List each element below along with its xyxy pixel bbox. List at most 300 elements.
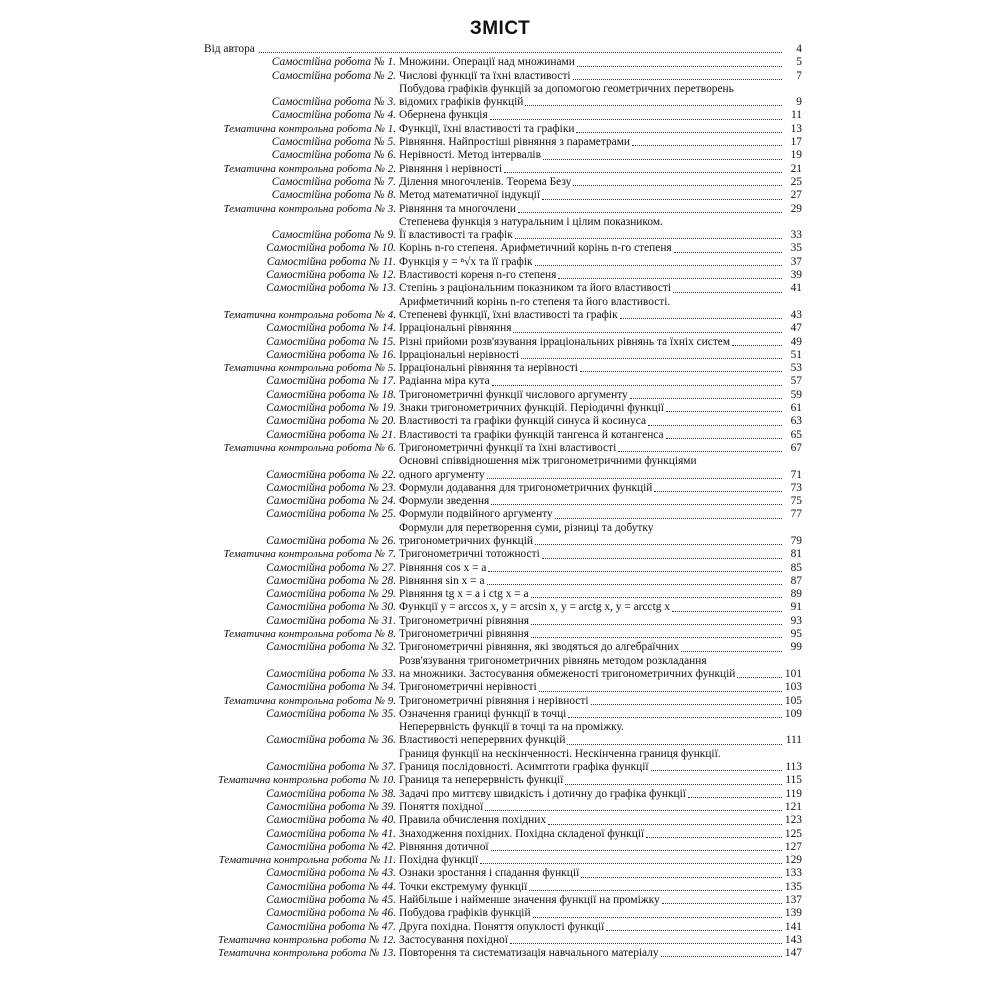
toc-page-number: 71 (790, 468, 802, 481)
toc-page-number: 87 (790, 574, 802, 587)
toc-entry-label: Тематична контрольна робота № 4. (223, 308, 396, 321)
toc-entry (204, 854, 802, 867)
toc-page-number: 41 (790, 282, 802, 295)
toc-entry-title: Точки екстремуму функції (399, 880, 528, 893)
toc-entry-title: Рівняння tg x = a і ctg x = a (399, 588, 529, 601)
toc-page-number: 33 (790, 229, 802, 242)
toc-entry-title: Рівняння і нерівності (399, 162, 503, 175)
toc-entry (204, 375, 802, 388)
toc-entry-title: Рівняння sin x = a (399, 574, 485, 587)
toc-entry-title: Степінь з раціональним показником та його властивості (399, 282, 672, 295)
toc-entry-label: Самостійна робота № 9. (271, 229, 396, 242)
toc-entry-label: Самостійна робота № 36. (266, 734, 396, 747)
dot-leader (651, 770, 782, 771)
dot-leader (513, 332, 782, 333)
toc-entry-title: Метод математичної індукції (399, 189, 541, 202)
dot-leader (580, 371, 782, 372)
toc-entry-title: Тригонометричні функції числового аргументу (399, 388, 628, 401)
toc-entry-label: Самостійна робота № 4. (271, 109, 396, 122)
toc-entry (204, 495, 802, 508)
toc-page-number: 113 (785, 761, 802, 774)
dot-leader (548, 824, 782, 825)
toc-entry-label: Самостійна робота № 20. (266, 415, 396, 428)
toc-entry-label: Самостійна робота № 41. (266, 827, 396, 840)
toc-page-number: 39 (790, 269, 802, 282)
toc-entry-label: Самостійна робота № 23. (266, 481, 396, 494)
dot-leader (568, 717, 782, 718)
toc-page-number: 61 (790, 402, 802, 415)
toc-page-number: 81 (790, 548, 802, 561)
toc-page-number: 4 (796, 43, 802, 55)
toc-entry-title: Радіанна міра кута (399, 375, 490, 388)
toc-page-number: 95 (790, 628, 802, 641)
toc-entry (204, 282, 802, 295)
toc-entry-title: Побудова графіків функцій (399, 907, 531, 920)
toc-page-number: 89 (790, 588, 802, 601)
toc-entry-label: Самостійна робота № 25. (266, 508, 396, 521)
toc-entry-title: Степенева функція з натуральним і цілим показником. (399, 215, 663, 228)
toc-page-number: 147 (784, 947, 802, 960)
toc-page-number: 99 (790, 641, 802, 654)
toc-entry-title: Степеневі функції, їхні властивості та графік (399, 308, 618, 321)
toc-page-number: 105 (784, 694, 802, 707)
toc-page-number: 85 (790, 561, 802, 574)
toc-entry-label: Самостійна робота № 22. (266, 468, 396, 481)
toc-entry (204, 389, 802, 402)
toc-entry (204, 628, 802, 641)
toc-entry-title: Функція y = ⁿ√x та її графік (399, 255, 533, 268)
toc-entry (204, 362, 802, 375)
toc-entry-title: на множники. Застосування обмеженості тригонометричних функцій (399, 667, 736, 680)
dot-leader (648, 425, 782, 426)
dot-leader (666, 438, 782, 439)
dot-leader (654, 491, 782, 492)
toc-entry (204, 322, 802, 335)
toc-page-number: 91 (790, 601, 802, 614)
dot-leader (620, 318, 782, 319)
dot-leader (487, 584, 782, 585)
dot-leader (529, 890, 782, 891)
toc-entry-title: Формули зведення (399, 495, 490, 508)
toc-page-number: 135 (784, 880, 802, 893)
toc-entry (204, 43, 802, 56)
dot-leader (488, 571, 782, 572)
dot-leader (543, 159, 782, 160)
toc-entry (204, 269, 802, 282)
toc-entry-label: Самостійна робота № 26. (266, 534, 396, 547)
dot-leader (732, 345, 782, 346)
toc-entry-label: Самостійна робота № 42. (266, 840, 396, 853)
dot-leader (542, 558, 782, 559)
toc-entry (204, 615, 802, 628)
toc-entry-title: Тригонометричні рівняння (399, 628, 529, 641)
toc-entry-title: Друга похідна. Поняття опуклості функції (399, 920, 605, 933)
toc-page-number: 19 (790, 149, 802, 162)
toc-entry-title: Властивості неперервних функцій (399, 734, 566, 747)
toc-entry-title: Функції y = arccos x, y = arcsin x, y = arctg x, y = arcctg x (399, 601, 670, 614)
dot-leader (565, 784, 782, 785)
toc-entry-label: Самостійна робота № 12. (266, 269, 396, 282)
toc-page-number: 119 (785, 787, 802, 800)
toc-entry-label: Від автора (204, 43, 255, 55)
dot-leader (674, 252, 782, 253)
toc-page-number: 79 (790, 534, 802, 547)
toc-entry-label: Самостійна робота № 27. (266, 561, 396, 574)
dot-leader (672, 611, 782, 612)
toc-entry-label: Самостійна робота № 40. (266, 814, 396, 827)
toc-page-number: 35 (790, 242, 802, 255)
toc-entry-title: Границя послідовності. Асимптоти графіка функції (399, 761, 649, 774)
toc-entry-title: Функції, їхні властивості та графіки (399, 122, 575, 135)
toc-page-number: 9 (796, 96, 802, 109)
dot-leader (485, 810, 782, 811)
toc-page-number: 109 (784, 707, 802, 720)
toc-entry-title: Тригонометричні нерівності (399, 681, 537, 694)
toc-entry-label: Самостійна робота № 37. (266, 761, 396, 774)
toc-page-number: 115 (785, 774, 802, 787)
toc-entry (204, 814, 802, 827)
toc-entry (204, 123, 802, 136)
toc-entry-label: Самостійна робота № 10. (266, 242, 396, 255)
dot-leader (518, 212, 782, 213)
toc-entry-title: Властивості та графіки функцій синуса й косинуса (399, 415, 646, 428)
dot-leader (539, 691, 782, 692)
dot-leader (646, 837, 782, 838)
toc-entry-label: Самостійна робота № 1. (271, 56, 396, 69)
toc-entry (204, 774, 802, 787)
toc-page-number: 29 (790, 202, 802, 215)
table-of-contents (204, 43, 802, 960)
toc-entry-label: Тематична контрольна робота № 3. (223, 202, 396, 215)
toc-entry-label: Самостійна робота № 29. (266, 588, 396, 601)
toc-entry-title: Ірраціональні рівняння (399, 322, 512, 335)
toc-entry-label: Самостійна робота № 14. (266, 322, 396, 335)
toc-entry-label: Самостійна робота № 32. (266, 641, 396, 654)
toc-entry-label: Тематична контрольна робота № 7. (223, 548, 396, 561)
toc-entry-title: Розв'язування тригонометричних рівнянь методом розкладання (399, 654, 707, 667)
toc-page-number: 103 (784, 681, 802, 694)
toc-entry (204, 336, 802, 349)
toc-entry-label: Самостійна робота № 47. (266, 920, 396, 933)
dot-leader (737, 677, 782, 678)
dot-leader (491, 504, 782, 505)
toc-entry-label: Самостійна робота № 28. (266, 574, 396, 587)
toc-entry-label: Самостійна робота № 35. (266, 707, 396, 720)
toc-entry-title: Обернена функція (399, 109, 488, 122)
toc-entry (204, 189, 802, 202)
toc-page-number: 13 (790, 122, 802, 135)
toc-entry-title: Тригонометричні тотожності (399, 548, 540, 561)
toc-entry-title: Означення границі функції в точці (399, 707, 567, 720)
toc-entry-label: Самостійна робота № 15. (266, 335, 396, 348)
toc-entry (204, 788, 802, 801)
toc-page-number: 51 (790, 348, 802, 361)
toc-entry-label: Самостійна робота № 46. (266, 907, 396, 920)
toc-entry (204, 429, 802, 442)
toc-entry-label: Самостійна робота № 2. (271, 69, 396, 82)
toc-entry-title: Рівняння cos x = a (399, 561, 487, 574)
toc-entry (204, 695, 802, 708)
toc-page-number: 27 (790, 189, 802, 202)
toc-page-number: 17 (790, 136, 802, 149)
toc-entry (204, 296, 802, 323)
toc-entry-label: Самостійна робота № 19. (266, 402, 396, 415)
toc-entry (204, 402, 802, 415)
toc-entry (204, 641, 802, 654)
dot-leader (630, 398, 782, 399)
toc-page-number: 141 (784, 920, 802, 933)
toc-entry-label: Тематична контрольна робота № 12. (217, 933, 396, 946)
toc-page-number: 37 (790, 255, 802, 268)
dot-leader (591, 704, 782, 705)
toc-entry-title: тригонометричних функцій (399, 534, 533, 547)
toc-entry-label: Самостійна робота № 16. (266, 348, 396, 361)
dot-leader (666, 411, 782, 412)
toc-page-number: 21 (790, 162, 802, 175)
toc-entry-title: Ознаки зростання і спадання функції (399, 867, 580, 880)
toc-entry-title: Рівняння та многочлени (399, 202, 516, 215)
toc-entry (204, 482, 802, 495)
toc-entry-label: Тематична контрольна робота № 2. (223, 162, 396, 175)
toc-entry-title: Поняття похідної (399, 800, 484, 813)
toc-entry-title: Її властивості та графік (399, 229, 513, 242)
toc-entry-title: Формули додавання для тригонометричних функцій (399, 481, 653, 494)
toc-entry-label: Тематична контрольна робота № 11. (218, 854, 396, 867)
toc-entry-title: Арифметичний корінь n-го степеня та його властивості. (399, 295, 671, 308)
toc-entry-title: Похідна функції (399, 854, 479, 867)
toc-entry (204, 508, 802, 521)
toc-entry (204, 203, 802, 216)
toc-entry-label: Самостійна робота № 30. (266, 601, 396, 614)
dot-leader (542, 199, 782, 200)
toc-entry-title: Знаки тригонометричних функцій. Періодичні функції (399, 402, 665, 415)
toc-entry-title: Корінь n-го степеня. Арифметичний корінь n-го степеня (399, 242, 672, 255)
toc-page-number: 65 (790, 428, 802, 441)
dot-leader (531, 597, 782, 598)
toc-entry (204, 442, 802, 455)
toc-entry-title: Формули подвійного аргументу (399, 508, 553, 521)
toc-entry-title: Побудова графіків функцій за допомогою геометричних перетворень (399, 82, 734, 95)
toc-entry-title: Числові функції та їхні властивості (399, 69, 571, 82)
dot-leader (480, 863, 782, 864)
dot-leader (567, 744, 782, 745)
toc-entry-title: Тригонометричні функції та їхні властивості (399, 441, 617, 454)
toc-entry-title: відомих графіків функцій (399, 96, 524, 109)
toc-entry (204, 841, 802, 854)
toc-page-number: 127 (784, 840, 802, 853)
dot-leader (673, 292, 782, 293)
dot-leader (573, 79, 782, 80)
toc-entry (204, 56, 802, 69)
toc-entry-label: Тематична контрольна робота № 1. (223, 122, 396, 135)
dot-leader (259, 52, 782, 53)
toc-entry (204, 522, 802, 549)
toc-page-number: 53 (790, 362, 802, 375)
toc-entry-title: Застосування похідної (399, 933, 508, 946)
toc-entry-label: Самостійна робота № 44. (266, 880, 396, 893)
toc-entry-title: Границя та неперервність функції (399, 774, 564, 787)
toc-entry-title: Ірраціональні нерівності (399, 348, 520, 361)
toc-entry (204, 149, 802, 162)
toc-entry (204, 136, 802, 149)
toc-entry (204, 562, 802, 575)
toc-entry-label: Самостійна робота № 3. (271, 96, 396, 109)
toc-page-number: 77 (790, 508, 802, 521)
toc-entry-label: Самостійна робота № 24. (266, 495, 396, 508)
dot-leader (576, 132, 782, 133)
toc-entry-title: Формули для перетворення суми, різниці та добутку (399, 521, 654, 534)
dot-leader (531, 637, 782, 638)
dot-leader (535, 544, 782, 545)
dot-leader (573, 185, 782, 186)
toc-entry-title: Задачі про миттєву швидкість і дотичну до графіка функції (399, 787, 686, 800)
dot-leader (662, 903, 782, 904)
toc-page-number: 25 (790, 175, 802, 188)
dot-leader (533, 917, 782, 918)
toc-entry-label: Самостійна робота № 7. (271, 175, 396, 188)
toc-entry (204, 109, 802, 122)
toc-page-number: 67 (790, 441, 802, 454)
dot-leader (606, 930, 782, 931)
toc-entry-title: Множини. Операції над множинами (399, 56, 575, 69)
toc-entry-label: Тематична контрольна робота № 5. (223, 362, 396, 375)
toc-entry-label: Самостійна робота № 43. (266, 867, 396, 880)
toc-entry-title: Властивості та графіки функцій тангенса й котангенса (399, 428, 664, 441)
toc-entry-title: Основні співвідношення між тригонометричними функціями (399, 455, 697, 468)
toc-entry-label: Тематична контрольна робота № 13. (217, 947, 396, 960)
toc-entry (204, 748, 802, 775)
dot-leader (688, 797, 782, 798)
toc-entry (204, 256, 802, 269)
toc-entry-title: Властивості кореня n-го степеня (399, 269, 557, 282)
toc-entry-label: Тематична контрольна робота № 10. (217, 774, 396, 787)
toc-entry-title: Правила обчислення похідних (399, 814, 547, 827)
dot-leader (661, 956, 782, 957)
toc-entry-label: Самостійна робота № 39. (266, 800, 396, 813)
dot-leader (558, 278, 782, 279)
toc-entry-label: Самостійна робота № 17. (266, 375, 396, 388)
toc-entry (204, 349, 802, 362)
toc-page-number: 137 (784, 894, 802, 906)
dot-leader (490, 119, 782, 120)
toc-entry-label: Самостійна робота № 5. (271, 136, 396, 149)
toc-entry-title: Неперервність функції в точці та на проміжку. (399, 721, 624, 734)
toc-entry (204, 216, 802, 243)
toc-entry-title: Ірраціональні рівняння та нерівності (399, 362, 578, 375)
toc-entry (204, 163, 802, 176)
dot-leader (681, 651, 782, 652)
toc-page-number: 75 (790, 495, 802, 508)
dot-leader (581, 877, 782, 878)
toc-entry (204, 455, 802, 482)
toc-entry (204, 828, 802, 841)
toc-page-number: 129 (784, 854, 802, 867)
toc-entry (204, 947, 802, 960)
toc-entry-label: Самостійна робота № 18. (266, 388, 396, 401)
toc-entry (204, 70, 802, 83)
toc-entry-label: Тематична контрольна робота № 6. (223, 441, 396, 454)
toc-page-number: 73 (790, 481, 802, 494)
toc-entry-title: Границя функції на нескінченності. Нескінченна границя функції. (399, 747, 721, 760)
toc-entry (204, 548, 802, 561)
toc-page-number: 139 (784, 907, 802, 920)
dot-leader (531, 624, 782, 625)
dot-leader (525, 105, 782, 106)
toc-page-number: 101 (784, 667, 802, 680)
toc-entry (204, 867, 802, 880)
toc-page-number: 93 (790, 614, 802, 627)
toc-entry (204, 176, 802, 189)
toc-entry (204, 907, 802, 920)
toc-entry (204, 83, 802, 110)
toc-entry-label: Самостійна робота № 38. (266, 787, 396, 800)
toc-page-number: 123 (784, 814, 802, 827)
toc-entry-title: Тригонометричні рівняння, які зводяться до алгебраїчних (399, 641, 680, 654)
toc-entry-label: Самостійна робота № 13. (266, 282, 396, 295)
toc-entry (204, 601, 802, 614)
toc-entry-title: Повторення та систематизація навчального матеріалу (399, 947, 659, 960)
toc-entry (204, 681, 802, 694)
toc-page-number: 133 (784, 867, 802, 880)
toc-entry-label: Тематична контрольна робота № 9. (223, 694, 396, 707)
toc-entry-label: Самостійна робота № 45. (266, 894, 396, 906)
dot-leader (632, 145, 782, 146)
toc-entry (204, 708, 802, 721)
toc-entry (204, 921, 802, 934)
toc-entry-label: Самостійна робота № 21. (266, 428, 396, 441)
toc-entry (204, 588, 802, 601)
dot-leader (521, 358, 782, 359)
toc-entry (204, 415, 802, 428)
toc-entry (204, 721, 802, 748)
dot-leader (492, 385, 782, 386)
toc-page-number: 111 (785, 734, 802, 747)
toc-page-number: 63 (790, 415, 802, 428)
dot-leader (491, 850, 782, 851)
dot-leader (577, 66, 782, 67)
toc-entry-title: Тригонометричні рівняння (399, 614, 529, 627)
toc-page-number: 57 (790, 375, 802, 388)
toc-entry-title: Нерівності. Метод інтервалів (399, 149, 541, 162)
dot-leader (515, 238, 782, 239)
toc-entry-label: Самостійна робота № 31. (266, 614, 396, 627)
toc-entry (204, 575, 802, 588)
toc-page-number: 121 (784, 800, 802, 813)
toc-entry-title: Найбільше і найменше значення функції на проміжку (399, 894, 660, 906)
toc-page-number: 59 (790, 388, 802, 401)
dot-leader (535, 265, 782, 266)
toc-entry-label: Самостійна робота № 34. (266, 681, 396, 694)
toc-page-number: 5 (796, 56, 802, 69)
toc-entry-label: Самостійна робота № 33. (266, 667, 396, 680)
toc-entry-label: Тематична контрольна робота № 8. (223, 628, 396, 641)
toc-entry (204, 242, 802, 255)
toc-page-number: 47 (790, 322, 802, 335)
toc-entry-label: Самостійна робота № 8. (271, 189, 396, 202)
toc-page-number: 7 (796, 69, 802, 82)
dot-leader (510, 943, 782, 944)
toc-entry-title: Рівняння дотичної (399, 840, 489, 853)
dot-leader (618, 451, 782, 452)
toc-entry (204, 881, 802, 894)
toc-entry (204, 655, 802, 682)
dot-leader (487, 478, 782, 479)
toc-entry (204, 801, 802, 814)
dot-leader (504, 172, 782, 173)
page-title: ЗМІСТ (469, 18, 531, 39)
toc-page-number: 125 (784, 827, 802, 840)
toc-entry-title: Тригонометричні рівняння і нерівності (399, 694, 589, 707)
